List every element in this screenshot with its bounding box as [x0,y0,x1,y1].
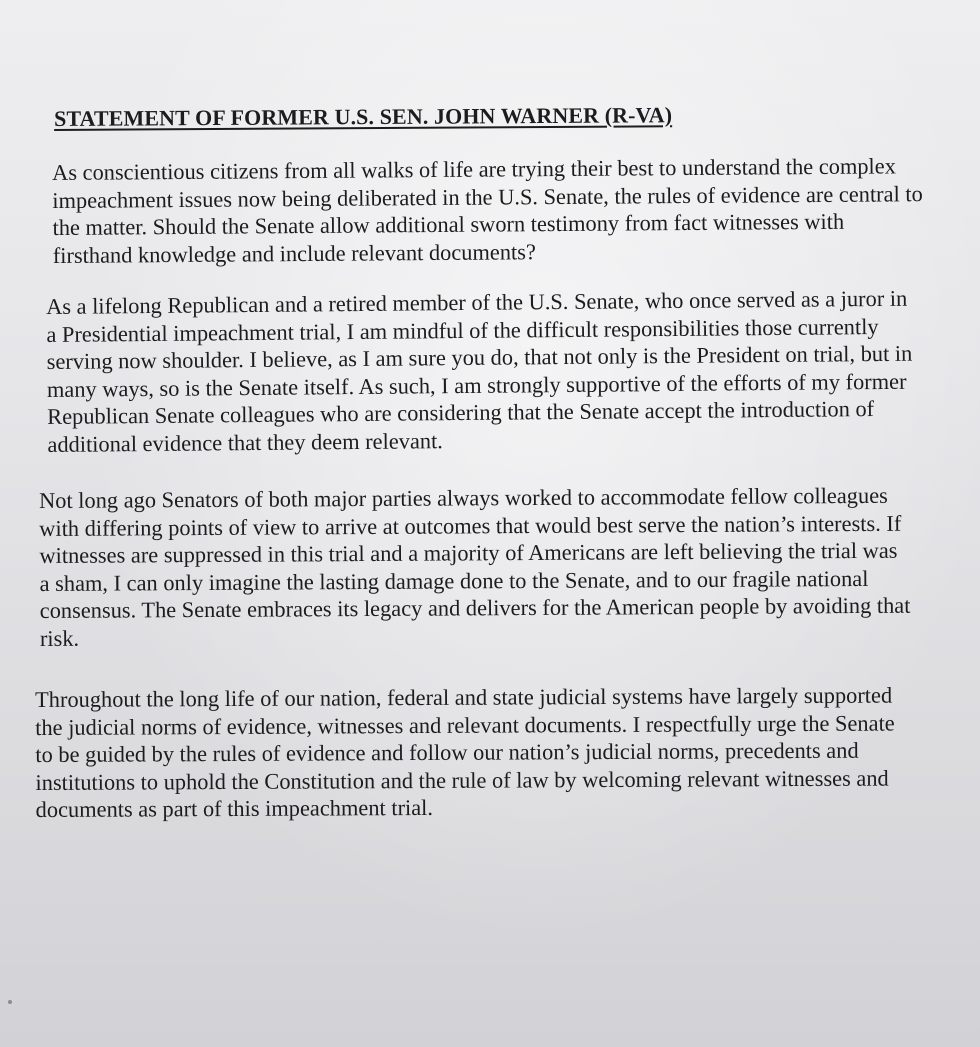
paragraph-1 [52,151,980,269]
paragraph-line: documents as part of this impeachment trial. [35,795,434,823]
paragraph-line: additional evidence that they deem relevant. [47,428,443,457]
paragraph-4 [35,681,980,824]
paragraph-line: a Presidential impeachment trial, I am mindful of the difficult responsibilities those currently [46,313,879,347]
paragraph-line: to be guided by the rules of evidence and follow our nation’s judicial norms, precedents and [35,737,859,768]
paragraph-line: the matter. Should the Senate allow additional sworn testimony from fact witnesses with [52,208,845,241]
paragraph-line: serving now shoulder. I believe, as I am sure you do, that not only is the President on trial, but in [46,340,913,375]
paragraph-line: Not long ago Senators of both major parties always worked to accommodate fellow colleagues [39,482,888,513]
paragraph-line: a sham, I can only imagine the lasting damage done to the Senate, and to our fragile national [39,565,869,596]
paragraph-line: Throughout the long life of our nation, federal and state judicial systems have largely supported [35,682,893,712]
paragraph-line: Republican Senate colleagues who are considering that the Senate accept the introduction of [47,396,875,430]
paragraph-line: consensus. The Senate embraces its legacy and delivers for the American people by avoiding that [39,593,911,624]
paragraph-line: institutions to uphold the Constitution and the rule of law by welcoming relevant witnesses and [35,765,889,795]
paragraph-2 [46,283,980,458]
document-title: STATEMENT OF FORMER U.S. SEN. JOHN WARNER (R-VA) [54,102,673,131]
paragraph-line: witnesses are suppressed in this trial and a majority of Americans are left believing the trial was [39,537,898,569]
paragraph-line: impeachment issues now being deliberated in the U.S. Senate, the rules of evidence are central to [52,180,923,213]
paragraph-line: As a lifelong Republican and a retired member of the U.S. Senate, who once served as a juror in [46,285,908,319]
paragraph-line: risk. [39,625,80,651]
paragraph-3 [39,481,980,653]
paragraph-line: As conscientious citizens from all walks of life are trying their best to understand the complex [52,153,896,185]
paper-speck [8,1000,12,1004]
paragraph-line: with differing points of view to arrive at outcomes that would best serve the nation’s interests. If [39,510,902,541]
paragraph-line: many ways, so is the Senate itself. As such, I am strongly supportive of the efforts of my former [46,368,907,402]
paragraph-line: firsthand knowledge and include relevant documents? [52,238,536,268]
paragraph-line: the judicial norms of evidence, witnesses and relevant documents. I respectfully urge the Senate [35,710,895,740]
